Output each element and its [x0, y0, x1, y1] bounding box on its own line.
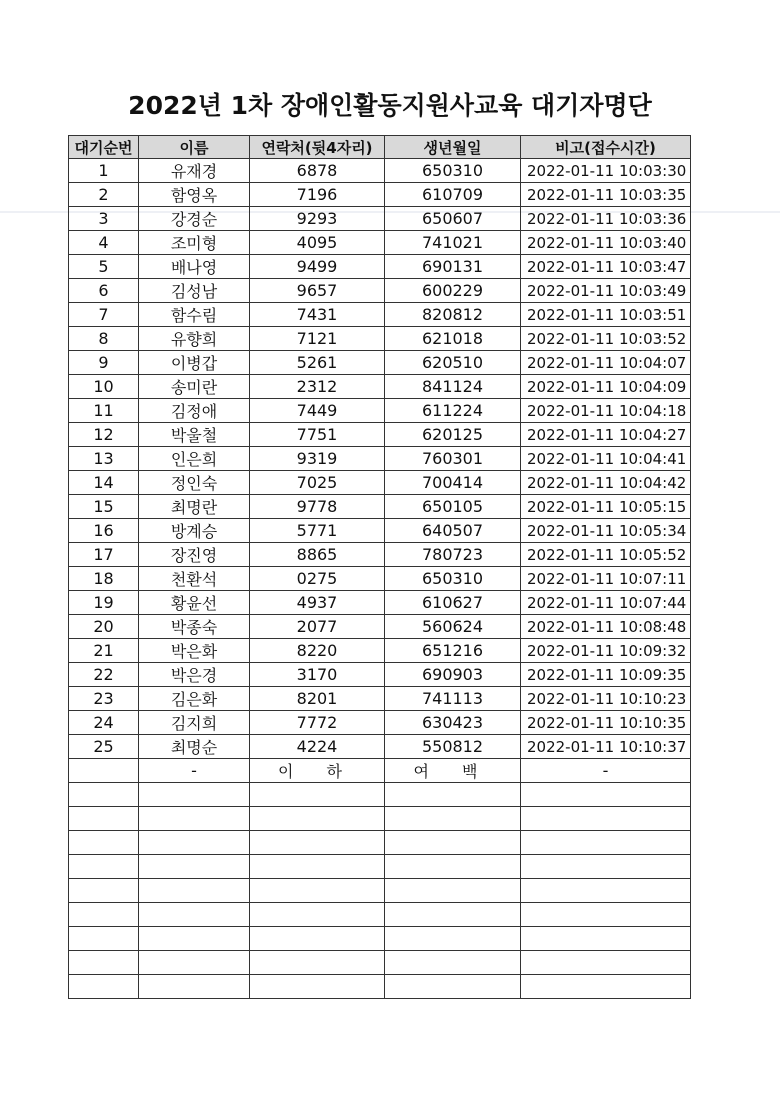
cell-empty [385, 975, 521, 999]
cell-waitlist-number: 18 [69, 567, 139, 591]
cell-empty [69, 951, 139, 975]
cell-empty [385, 927, 521, 951]
cell-note: 2022-01-11 10:07:44 [521, 591, 691, 615]
cell-phone: 0275 [250, 567, 385, 591]
cell-phone: 8201 [250, 687, 385, 711]
cell-empty [521, 879, 691, 903]
cell-name: 박울철 [139, 423, 250, 447]
cell-birthdate: 690131 [385, 255, 521, 279]
cell-note: 2022-01-11 10:09:35 [521, 663, 691, 687]
cell-birthdate: 650310 [385, 159, 521, 183]
cell-phone: 7121 [250, 327, 385, 351]
cell-empty [385, 855, 521, 879]
cell-birthdate: 700414 [385, 471, 521, 495]
table-row [69, 543, 691, 567]
cell-note: 2022-01-11 10:05:34 [521, 519, 691, 543]
cell-name: 최명란 [139, 495, 250, 519]
cell-phone: 7025 [250, 471, 385, 495]
cell-empty [69, 759, 139, 783]
cell-phone: 7772 [250, 711, 385, 735]
cell-birthdate: 560624 [385, 615, 521, 639]
cell-birthdate: 640507 [385, 519, 521, 543]
table-row [69, 303, 691, 327]
footer-text-below: 이 하 [250, 759, 385, 783]
table-row [69, 567, 691, 591]
cell-name: 박종숙 [139, 615, 250, 639]
table-header-row [69, 136, 691, 159]
cell-phone: 9657 [250, 279, 385, 303]
cell-phone: 9499 [250, 255, 385, 279]
table-row-empty [69, 831, 691, 855]
cell-note: 2022-01-11 10:03:51 [521, 303, 691, 327]
table-row [69, 711, 691, 735]
cell-note: 2022-01-11 10:10:35 [521, 711, 691, 735]
cell-empty [69, 855, 139, 879]
cell-empty [250, 903, 385, 927]
table-row-empty [69, 855, 691, 879]
cell-empty [521, 975, 691, 999]
table-row [69, 663, 691, 687]
cell-phone: 7751 [250, 423, 385, 447]
cell-name: 배나영 [139, 255, 250, 279]
cell-birthdate: 650105 [385, 495, 521, 519]
cell-empty [250, 831, 385, 855]
table-row [69, 351, 691, 375]
cell-note: 2022-01-11 10:03:40 [521, 231, 691, 255]
cell-name: 이병갑 [139, 351, 250, 375]
cell-waitlist-number: 24 [69, 711, 139, 735]
cell-waitlist-number: 17 [69, 543, 139, 567]
table-row [69, 519, 691, 543]
cell-empty [139, 927, 250, 951]
cell-name: 송미란 [139, 375, 250, 399]
table-row-empty [69, 783, 691, 807]
cell-note: 2022-01-11 10:10:37 [521, 735, 691, 759]
cell-waitlist-number: 3 [69, 207, 139, 231]
cell-phone: 4224 [250, 735, 385, 759]
cell-birthdate: 741021 [385, 231, 521, 255]
cell-name: 김은화 [139, 687, 250, 711]
cell-note: 2022-01-11 10:03:47 [521, 255, 691, 279]
cell-birthdate: 550812 [385, 735, 521, 759]
table-row [69, 495, 691, 519]
header-phone: 연락처(뒷4자리) [250, 136, 385, 159]
cell-birthdate: 760301 [385, 447, 521, 471]
cell-birthdate: 820812 [385, 303, 521, 327]
cell-name: 강경순 [139, 207, 250, 231]
table-row [69, 255, 691, 279]
table-row [69, 399, 691, 423]
cell-note: 2022-01-11 10:05:15 [521, 495, 691, 519]
cell-empty [69, 807, 139, 831]
table-row [69, 279, 691, 303]
cell-empty [250, 783, 385, 807]
cell-birthdate: 841124 [385, 375, 521, 399]
cell-empty [385, 951, 521, 975]
cell-phone: 8865 [250, 543, 385, 567]
cell-empty [521, 783, 691, 807]
cell-waitlist-number: 16 [69, 519, 139, 543]
cell-name: 장진영 [139, 543, 250, 567]
cell-empty [139, 783, 250, 807]
cell-birthdate: 780723 [385, 543, 521, 567]
cell-waitlist-number: 14 [69, 471, 139, 495]
cell-note: 2022-01-11 10:04:27 [521, 423, 691, 447]
cell-name: 김지희 [139, 711, 250, 735]
cell-phone: 2077 [250, 615, 385, 639]
cell-phone: 9778 [250, 495, 385, 519]
table-row [69, 735, 691, 759]
cell-note: 2022-01-11 10:04:18 [521, 399, 691, 423]
cell-birthdate: 650310 [385, 567, 521, 591]
cell-phone: 8220 [250, 639, 385, 663]
table-row [69, 591, 691, 615]
table-body [69, 159, 691, 999]
cell-waitlist-number: 8 [69, 327, 139, 351]
footer-dash-left: - [139, 759, 250, 783]
cell-birthdate: 651216 [385, 639, 521, 663]
cell-note: 2022-01-11 10:04:07 [521, 351, 691, 375]
cell-name: 최명순 [139, 735, 250, 759]
cell-empty [521, 831, 691, 855]
cell-empty [139, 879, 250, 903]
table-row [69, 615, 691, 639]
cell-empty [385, 903, 521, 927]
cell-empty [385, 807, 521, 831]
cell-name: 유향희 [139, 327, 250, 351]
cell-birthdate: 620510 [385, 351, 521, 375]
cell-waitlist-number: 20 [69, 615, 139, 639]
table-row-empty [69, 951, 691, 975]
cell-phone: 6878 [250, 159, 385, 183]
table-row-empty [69, 927, 691, 951]
cell-empty [250, 951, 385, 975]
cell-phone: 4937 [250, 591, 385, 615]
cell-note: 2022-01-11 10:05:52 [521, 543, 691, 567]
cell-birthdate: 621018 [385, 327, 521, 351]
cell-waitlist-number: 23 [69, 687, 139, 711]
cell-note: 2022-01-11 10:03:49 [521, 279, 691, 303]
cell-waitlist-number: 25 [69, 735, 139, 759]
cell-note: 2022-01-11 10:08:48 [521, 615, 691, 639]
cell-empty [139, 951, 250, 975]
table-row-empty [69, 975, 691, 999]
cell-empty [250, 927, 385, 951]
table-row [69, 159, 691, 183]
cell-note: 2022-01-11 10:09:32 [521, 639, 691, 663]
cell-note: 2022-01-11 10:04:41 [521, 447, 691, 471]
cell-name: 김성남 [139, 279, 250, 303]
cell-phone: 4095 [250, 231, 385, 255]
header-note: 비고(접수시간) [521, 136, 691, 159]
cell-empty [521, 855, 691, 879]
cell-waitlist-number: 11 [69, 399, 139, 423]
waitlist-table [68, 135, 691, 999]
cell-empty [250, 855, 385, 879]
cell-empty [521, 903, 691, 927]
cell-waitlist-number: 9 [69, 351, 139, 375]
cell-empty [250, 879, 385, 903]
cell-empty [385, 783, 521, 807]
cell-note: 2022-01-11 10:04:09 [521, 375, 691, 399]
cell-waitlist-number: 5 [69, 255, 139, 279]
cell-birthdate: 610709 [385, 183, 521, 207]
table-row [69, 639, 691, 663]
cell-waitlist-number: 12 [69, 423, 139, 447]
cell-phone: 7196 [250, 183, 385, 207]
cell-name: 천환석 [139, 567, 250, 591]
table-row [69, 423, 691, 447]
cell-empty [139, 807, 250, 831]
cell-phone: 7431 [250, 303, 385, 327]
cell-phone: 5771 [250, 519, 385, 543]
cell-name: 황윤선 [139, 591, 250, 615]
cell-name: 인은희 [139, 447, 250, 471]
table-row [69, 447, 691, 471]
cell-waitlist-number: 1 [69, 159, 139, 183]
cell-phone: 5261 [250, 351, 385, 375]
cell-empty [69, 783, 139, 807]
cell-empty [385, 831, 521, 855]
header-birthdate: 생년월일 [385, 136, 521, 159]
cell-birthdate: 610627 [385, 591, 521, 615]
cell-name: 유재경 [139, 159, 250, 183]
cell-birthdate: 620125 [385, 423, 521, 447]
cell-note: 2022-01-11 10:10:23 [521, 687, 691, 711]
table-row [69, 327, 691, 351]
cell-empty [139, 855, 250, 879]
table-row [69, 183, 691, 207]
table-row [69, 207, 691, 231]
page-title: 2022년 1차 장애인활동지원사교육 대기자명단 [128, 91, 652, 120]
cell-note: 2022-01-11 10:03:52 [521, 327, 691, 351]
cell-empty [521, 807, 691, 831]
cell-waitlist-number: 6 [69, 279, 139, 303]
cell-phone: 3170 [250, 663, 385, 687]
cell-birthdate: 741113 [385, 687, 521, 711]
cell-note: 2022-01-11 10:04:42 [521, 471, 691, 495]
header-waitlist-number: 대기순번 [69, 136, 139, 159]
cell-birthdate: 600229 [385, 279, 521, 303]
cell-empty [69, 975, 139, 999]
cell-waitlist-number: 4 [69, 231, 139, 255]
footer-text-blank: 여 백 [385, 759, 521, 783]
cell-empty [250, 807, 385, 831]
cell-name: 박은경 [139, 663, 250, 687]
cell-name: 조미형 [139, 231, 250, 255]
table-row [69, 471, 691, 495]
cell-phone: 9293 [250, 207, 385, 231]
cell-birthdate: 690903 [385, 663, 521, 687]
cell-waitlist-number: 2 [69, 183, 139, 207]
table-row-empty [69, 879, 691, 903]
cell-waitlist-number: 10 [69, 375, 139, 399]
cell-empty [69, 831, 139, 855]
cell-empty [521, 951, 691, 975]
cell-empty [69, 903, 139, 927]
cell-name: 정인숙 [139, 471, 250, 495]
cell-empty [139, 831, 250, 855]
cell-empty [385, 879, 521, 903]
table-row [69, 231, 691, 255]
cell-birthdate: 630423 [385, 711, 521, 735]
table-row-footer [69, 759, 691, 783]
cell-name: 방계승 [139, 519, 250, 543]
table-row [69, 687, 691, 711]
cell-note: 2022-01-11 10:03:36 [521, 207, 691, 231]
cell-waitlist-number: 15 [69, 495, 139, 519]
cell-note: 2022-01-11 10:03:35 [521, 183, 691, 207]
cell-empty [69, 879, 139, 903]
cell-birthdate: 650607 [385, 207, 521, 231]
cell-name: 박은화 [139, 639, 250, 663]
cell-phone: 9319 [250, 447, 385, 471]
cell-waitlist-number: 22 [69, 663, 139, 687]
footer-dash-right: - [521, 759, 691, 783]
header-name: 이름 [139, 136, 250, 159]
cell-waitlist-number: 19 [69, 591, 139, 615]
cell-note: 2022-01-11 10:07:11 [521, 567, 691, 591]
cell-name: 함영옥 [139, 183, 250, 207]
cell-phone: 7449 [250, 399, 385, 423]
cell-waitlist-number: 21 [69, 639, 139, 663]
table-row [69, 375, 691, 399]
cell-name: 함수림 [139, 303, 250, 327]
cell-empty [69, 927, 139, 951]
cell-empty [521, 927, 691, 951]
table-row-empty [69, 903, 691, 927]
cell-phone: 2312 [250, 375, 385, 399]
cell-note: 2022-01-11 10:03:30 [521, 159, 691, 183]
cell-name: 김정애 [139, 399, 250, 423]
cell-birthdate: 611224 [385, 399, 521, 423]
table-row-empty [69, 807, 691, 831]
cell-empty [139, 975, 250, 999]
cell-empty [250, 975, 385, 999]
cell-empty [139, 903, 250, 927]
cell-waitlist-number: 7 [69, 303, 139, 327]
cell-waitlist-number: 13 [69, 447, 139, 471]
